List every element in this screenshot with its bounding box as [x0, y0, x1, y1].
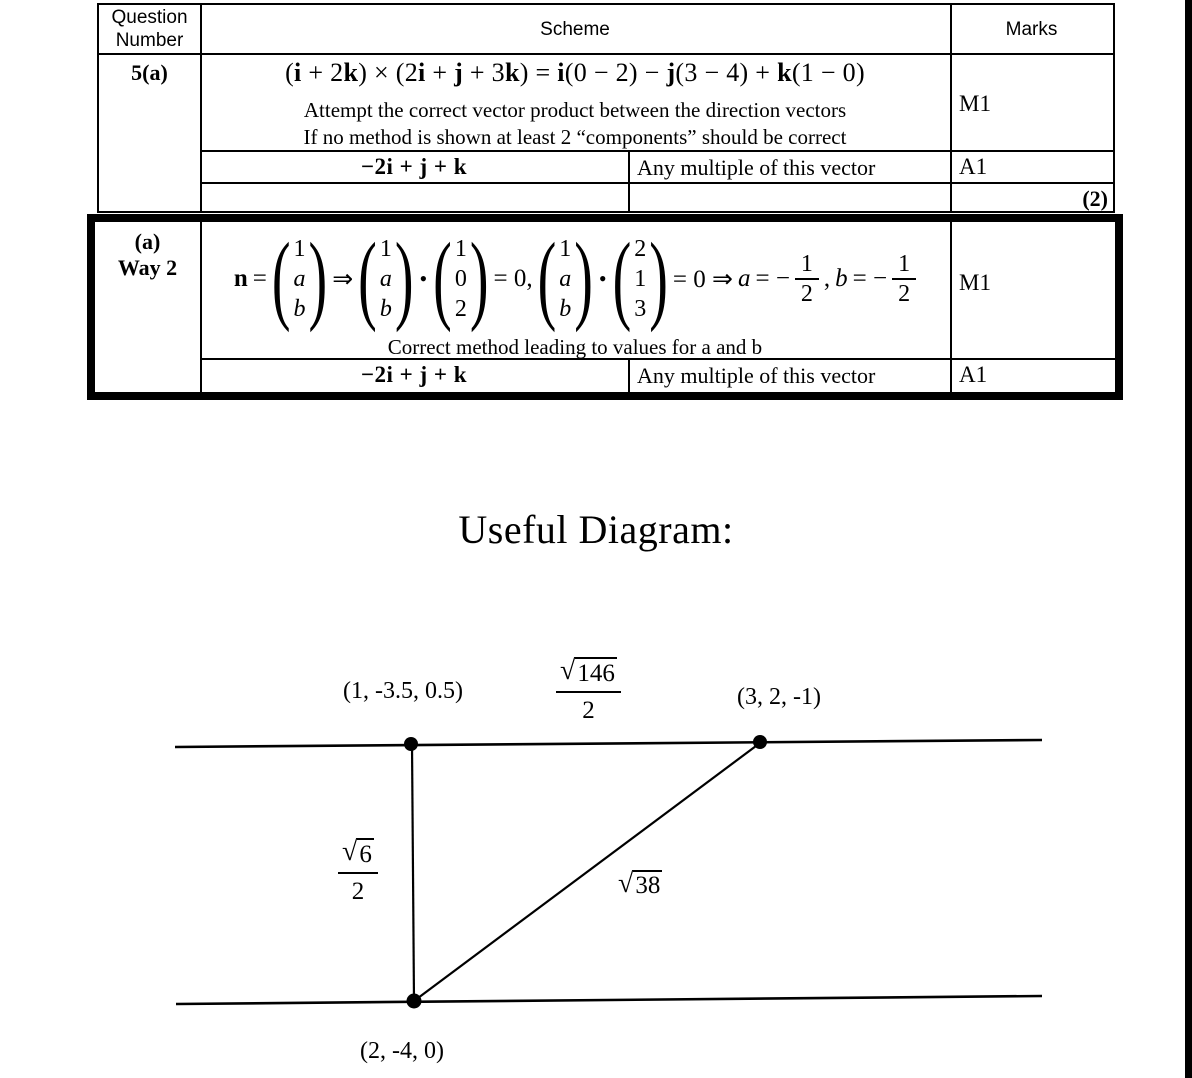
- left-paren: (: [271, 223, 291, 334]
- way2-label-line2: Way 2: [117, 255, 178, 280]
- formula-token: (0 − 2) −: [564, 58, 667, 87]
- vector-entry: b: [379, 296, 392, 322]
- formula-token: j: [454, 58, 464, 87]
- vector-entry: b: [293, 296, 306, 322]
- diagram-title: Useful Diagram:: [458, 507, 734, 552]
- length-left-numerator: [338, 838, 378, 874]
- right-paren: ): [649, 223, 668, 334]
- formula-token: ) =: [519, 58, 558, 87]
- radicand: 146: [575, 657, 617, 688]
- vector-entry: 1: [293, 236, 306, 262]
- vector-entry: 3: [634, 296, 647, 322]
- left-paren: (: [612, 223, 632, 334]
- answer-condition: Any multiple of this vector: [637, 155, 876, 180]
- radical-sign: √: [618, 868, 634, 899]
- vector-entry: a: [379, 266, 392, 292]
- perpendicular-segment: [412, 744, 414, 1001]
- left-paren: (: [537, 223, 557, 334]
- formula-token: (: [285, 58, 295, 87]
- left-paren: (: [358, 223, 377, 334]
- way2-label-line1: (a): [134, 229, 161, 254]
- math-eq-minus: = −: [755, 265, 790, 292]
- point-top-right-dot: [753, 735, 767, 749]
- math-implies: ⇒: [332, 266, 354, 293]
- way2-answer-vector: −2i + j + k: [360, 362, 468, 387]
- marks-total: (2): [1082, 186, 1108, 211]
- parallel-line-bottom: [176, 996, 1042, 1004]
- fraction-denominator: 2: [898, 281, 911, 307]
- formula-token: (3 − 4) +: [675, 58, 778, 87]
- dot-product-operator: •: [419, 266, 428, 291]
- length-label-hypotenuse: [618, 870, 662, 900]
- formula-token: (1 − 0): [791, 58, 865, 87]
- formula-token: +: [425, 58, 455, 87]
- length-top-denominator: 2: [582, 697, 595, 724]
- header-question-line2: Number: [115, 30, 184, 51]
- formula-token: i: [294, 58, 302, 87]
- answer-vector: −2i + j + k: [360, 154, 468, 179]
- dot-product-operator: •: [598, 266, 607, 291]
- vector-entry: 2: [454, 296, 467, 322]
- header-scheme: Scheme: [540, 19, 610, 40]
- right-paren: ): [308, 223, 328, 334]
- way2-method-note: Correct method leading to values for a and b: [387, 335, 763, 359]
- right-paren: ): [394, 223, 414, 334]
- formula-token: j: [666, 58, 676, 87]
- formula-token: + 2: [301, 58, 344, 87]
- math-equals: =: [252, 265, 267, 292]
- formula-token: i: [557, 58, 565, 87]
- point-label-top-right: (3, 2, -1): [737, 684, 821, 710]
- formula-token: + 3: [463, 58, 505, 87]
- vector-entry: 1: [559, 236, 572, 262]
- parallel-line-top: [175, 740, 1042, 747]
- radicand: 38: [635, 872, 661, 899]
- way2-answer-condition: Any multiple of this vector: [637, 363, 876, 388]
- vector-entry: 1: [379, 236, 392, 262]
- point-label-bottom: (2, -4, 0): [360, 1038, 444, 1064]
- scheme-note-1: Attempt the correct vector product between the direction vectors: [303, 98, 847, 122]
- mark-m1: M1: [959, 91, 991, 116]
- header-marks: Marks: [1005, 19, 1058, 40]
- left-paren: (: [433, 223, 452, 334]
- vector-entry: 2: [634, 236, 647, 262]
- mark-a1: A1: [959, 154, 988, 179]
- math-n: n: [233, 265, 248, 292]
- formula-token: k: [504, 58, 520, 87]
- right-paren: ): [574, 223, 593, 334]
- length-label-left: [338, 838, 378, 906]
- math-eq-minus: = −: [852, 265, 888, 292]
- point-bottom-dot: [407, 994, 422, 1009]
- question-number-5a: 5(a): [131, 60, 168, 85]
- length-left-denominator: 2: [351, 878, 365, 905]
- way2-mark-a1: A1: [959, 362, 988, 387]
- length-label-top: [556, 657, 621, 725]
- formula-token: k: [777, 58, 792, 87]
- formula-token: 2: [404, 58, 418, 87]
- vector-entry: 0: [454, 266, 467, 292]
- radical-sign: √: [560, 655, 576, 686]
- formula-token: i: [418, 58, 426, 87]
- formula-token: ) × (: [358, 58, 405, 87]
- vector-entry: 1: [634, 266, 647, 292]
- math-eq-zero-comma: = 0,: [493, 265, 533, 292]
- fraction-numerator: 1: [795, 251, 819, 280]
- fraction-denominator: 2: [800, 281, 813, 307]
- vector-entry: 1: [454, 236, 467, 262]
- hypotenuse-segment: [414, 743, 760, 1001]
- formula-token: k: [343, 58, 359, 87]
- scheme-note-2: If no method is shown at least 2 “components” should be correct: [303, 125, 847, 149]
- math-comma: ,: [823, 265, 831, 292]
- point-label-top-left: (1, -3.5, 0.5): [343, 678, 463, 704]
- math-var-b: b: [835, 265, 848, 292]
- way2-mark-m1: M1: [959, 270, 991, 295]
- right-paren: ): [469, 223, 489, 334]
- radicand: 6: [357, 838, 374, 869]
- header-question-line1: Question: [111, 7, 188, 28]
- math-eq-zero-implies: = 0 ⇒: [672, 266, 733, 293]
- point-top-left-dot: [404, 737, 418, 751]
- vector-entry: a: [293, 266, 306, 292]
- vector-entry: a: [559, 266, 572, 292]
- vector-entry: b: [559, 296, 572, 322]
- radical-sign: √: [342, 836, 358, 867]
- math-var-a: a: [737, 265, 751, 292]
- length-top-numerator: [556, 657, 621, 693]
- fraction-numerator: 1: [892, 251, 916, 280]
- page-edge-strip: [1185, 0, 1192, 1078]
